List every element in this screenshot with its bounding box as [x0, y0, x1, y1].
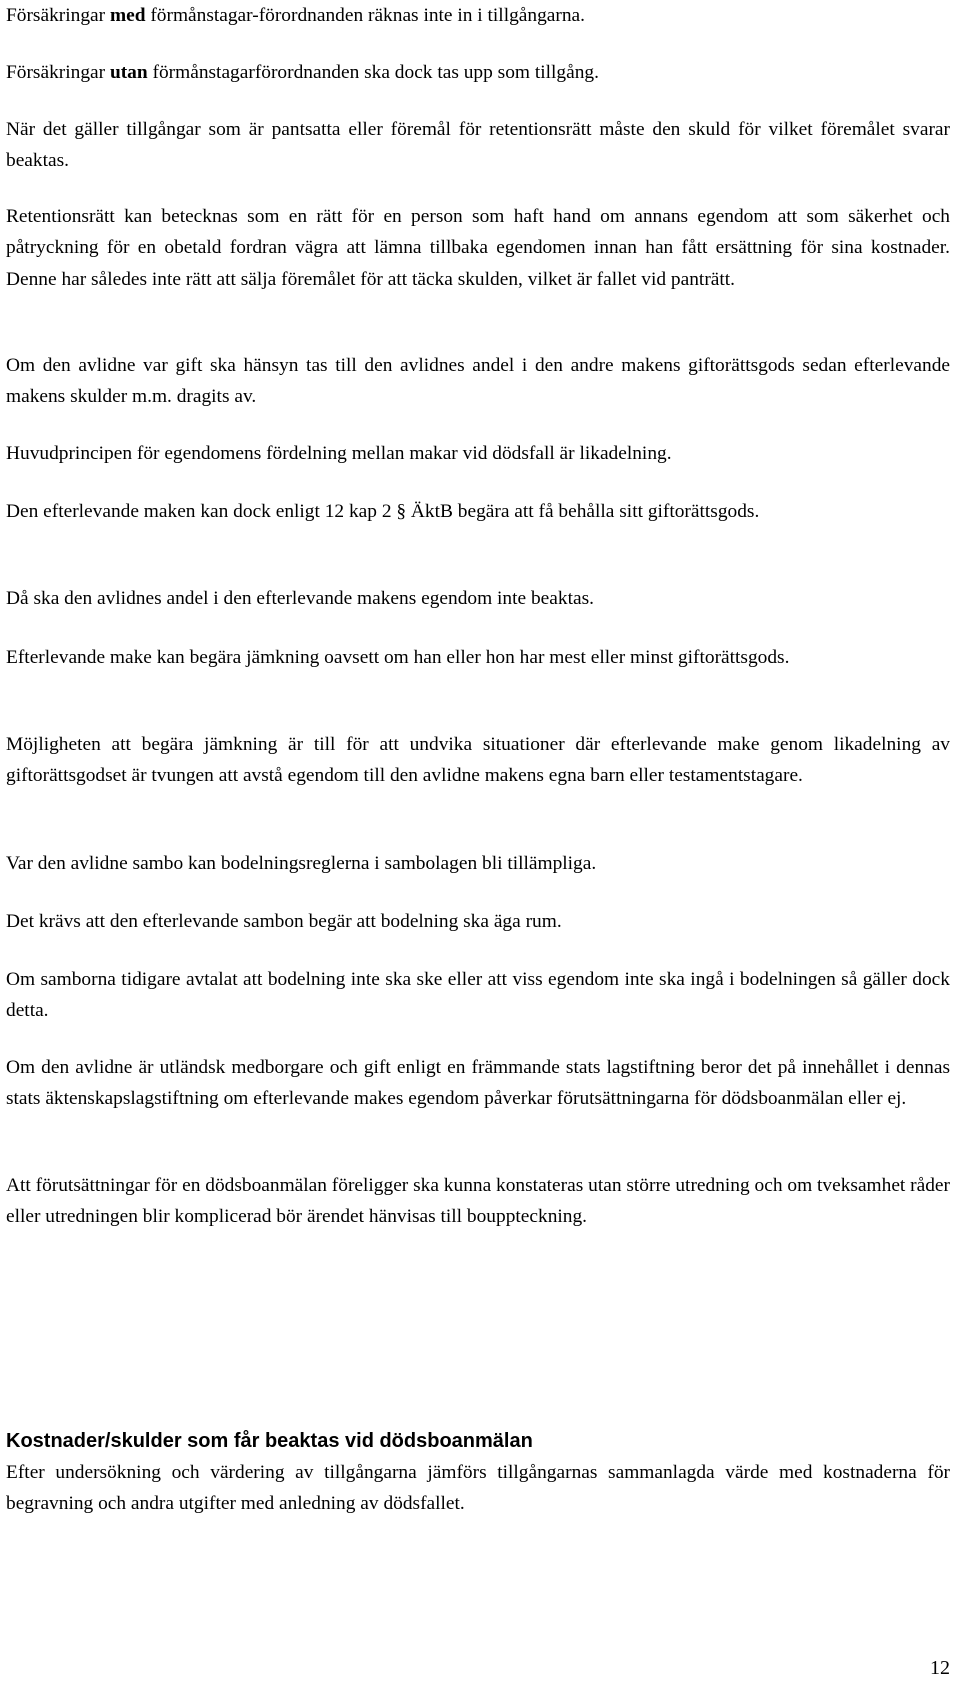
paragraph-cohabitant-request: Det krävs att den efterlevande sambon begär att bodelning ska äga rum.: [6, 911, 562, 932]
emphasis-text: utan: [109, 62, 148, 83]
paragraph-share-not-considered: Då ska den avlidnes andel i den efterlevande makens egendom inte beaktas.: [6, 588, 594, 609]
page-number: 12: [930, 1657, 950, 1679]
paragraph-insurance-with-beneficiary: [6, 0, 950, 31]
paragraph-foreign-citizen: Om den avlidne är utländsk medborgare och gift enligt en främmande stats lagstiftning beror det på innehållet i dennas stats äktenskapslagstiftning om efterlevande makes egendom påverkar förutsättningarna för dödsboanmälan eller ej.: [6, 1057, 950, 1110]
paragraph-retention-right: Retentionsrätt kan betecknas som en rätt för en person som haft hand om annans egendom att som säkerhet och påtryckning för en obetald fordran vägra att lämna tillbaka egendomen innan han fått ersättning för sina kostnader. Denne har således inte rätt att sälja föremålet för att täcka skulden, vilket är fallet vid panträtt.: [6, 206, 950, 290]
paragraph-text: förmånstagar-förordnanden räknas inte in i tillgångarna.: [145, 5, 585, 26]
paragraph-costs-comparison: Efter undersökning och värdering av tillgångarna jämförs tillgångarnas sammanlagda värde med kostnaderna för begravning och andra utgifter med anledning av dödsfallet.: [6, 1462, 950, 1515]
paragraph-pledged-assets: När det gäller tillgångar som är pantsatta eller föremål för retentionsrätt måste den skuld för vilket föremålet svarar beaktas.: [6, 119, 950, 172]
paragraph-insurance-without-beneficiary: [6, 57, 950, 88]
paragraph-text: Försäkringar: [6, 62, 110, 83]
paragraph-adjustment-purpose: Möjligheten att begära jämkning är till för att undvika situationer där efterlevande make genom likadelning av giftorättsgodset är tvungen att avstå egendom till den avlidne makens egna barn eller testamentstagare.: [6, 734, 950, 787]
emphasis-text: med: [109, 5, 146, 26]
paragraph-conditions: Att förutsättningar för en dödsboanmälan föreligger ska kunna konstateras utan större utredning och om tveksamhet råder eller utredningen blir komplicerad bör ärendet hänvisas till bouppteckning.: [6, 1175, 950, 1228]
section-heading: Kostnader/skulder som får beaktas vid dödsboanmälan: [6, 1430, 533, 1452]
paragraph-married-deceased: Om den avlidne var gift ska hänsyn tas till den avlidnes andel i den andre makens giftorättsgods sedan efterlevande makens skulder m.m. dragits av.: [6, 355, 950, 408]
paragraph-adjustment-request: Efterlevande make kan begära jämkning oavsett om han eller hon har mest eller minst giftorättsgods.: [6, 647, 790, 668]
paragraph-main-principle: Huvudprincipen för egendomens fördelning mellan makar vid dödsfall är likadelning.: [6, 443, 672, 464]
document-page: [6, 0, 950, 1694]
paragraph-text: förmånstagarförordnanden ska dock tas upp som tillgång.: [147, 62, 599, 83]
paragraph-text: Försäkringar: [6, 5, 110, 26]
paragraph-cohabitant-agreement: Om samborna tidigare avtalat att bodelning inte ska ske eller att viss egendom inte ska ingå i bodelningen så gäller dock detta.: [6, 969, 950, 1022]
paragraph-cohabitant-rules: Var den avlidne sambo kan bodelningsreglerna i sambolagen bli tillämpliga.: [6, 853, 597, 874]
paragraph-surviving-spouse-right: Den efterlevande maken kan dock enligt 12 kap 2 § ÄktB begära att få behålla sitt giftorättsgods.: [6, 501, 760, 522]
